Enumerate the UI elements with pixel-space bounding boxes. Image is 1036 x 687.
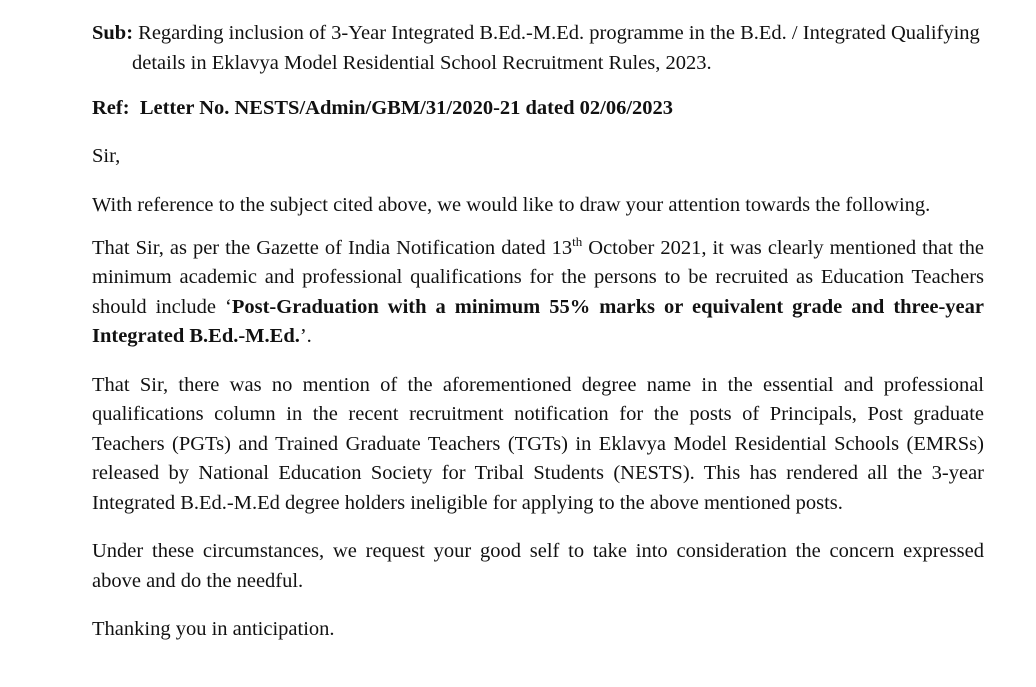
- subject-text: Regarding inclusion of 3-Year Integrated B.Ed.-M.Ed. programme in the B.Ed. / Integrated Qualifying details in Eklavya Model Residential School Recruitment Rules, 2023.: [132, 22, 980, 74]
- letter-document: [92, 19, 984, 645]
- paragraph-request: Under these circumstances, we request your good self to take into consideration the concern expressed above and do the needful.: [92, 540, 984, 592]
- date-ordinal-suffix: th: [572, 233, 583, 249]
- closing-line: Thanking you in anticipation.: [92, 618, 335, 640]
- paragraph-reference: With reference to the subject cited above, we would like to draw your attention towards the following.: [92, 194, 931, 216]
- gazette-text-start: That Sir, as per the Gazette of India Notification dated 13: [92, 236, 573, 259]
- subject-line: [92, 19, 984, 78]
- paragraph-gazette: [92, 234, 984, 352]
- gazette-text-middle: October 2021, it was clearly mentioned that the minimum academic and professional qualifications for the persons to be recruited as Education Teachers should include ‘: [92, 236, 984, 318]
- reference-line: [92, 94, 984, 124]
- reference-label: Ref:: [92, 97, 130, 119]
- gazette-text-end: ’.: [299, 325, 312, 347]
- reference-text: Letter No. NESTS/Admin/GBM/31/2020-21 dated 02/06/2023: [129, 97, 674, 119]
- salutation: Sir,: [92, 144, 121, 167]
- qualification-emphasis: Post-Graduation with a minimum 55% marks or equivalent grade and three-year Integrated B.Ed.-M.Ed.: [92, 295, 984, 347]
- subject-label: Sub:: [92, 22, 134, 44]
- paragraph-notification: That Sir, there was no mention of the aforementioned degree name in the essential and professional qualifications column in the recent recruitment notification for the posts of Principals, Post graduate Teachers (PGTs) and Trained Graduate Teachers (TGTs) in Eklavya Model Residential Schools (EMRSs) released by National Education Society for Tribal Students (NESTS). This has rendered all the 3-year Integrated B.Ed.-M.Ed degree holders ineligible for applying to the above mentioned posts.: [92, 373, 984, 514]
